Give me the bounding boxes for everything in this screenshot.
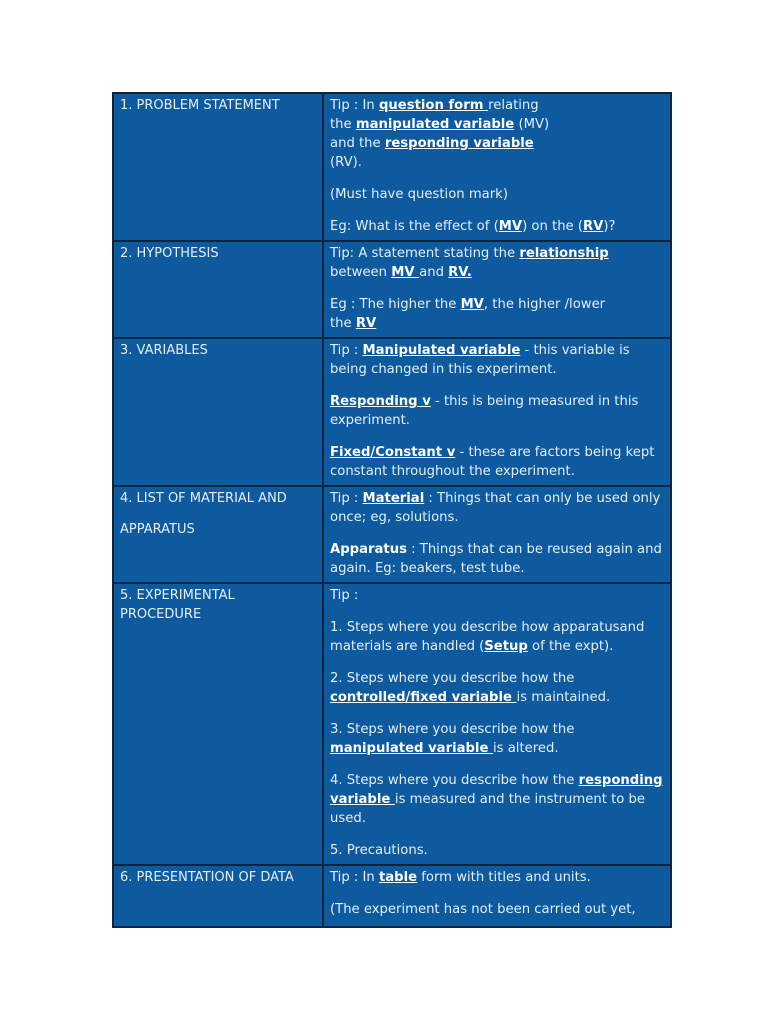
section-tip: [323, 93, 671, 241]
procedure-step: 4. Steps where you describe how the responding variable is measured and the instrument to be used.: [330, 773, 663, 826]
section-tip: [323, 338, 671, 486]
procedure-step: 2. Steps where you describe how the controlled/fixed variable is maintained.: [330, 671, 611, 705]
tip-paragraph: Apparatus : Things that can be reused again and again. Eg: beakers, test tube.: [330, 542, 662, 576]
table-row: [113, 583, 671, 865]
section-label: 1. PROBLEM STATEMENT: [113, 93, 323, 241]
procedure-step: 3. Steps where you describe how the manipulated variable is altered.: [330, 722, 575, 756]
tip-paragraph: Fixed/Constant v - these are factors being kept constant throughout the experiment.: [330, 445, 655, 479]
tip-paragraph: Tip : Manipulated variable - this variable is being changed in this experiment.: [330, 343, 630, 377]
tip-example: Eg: What is the effect of (MV) on the (RV)?: [330, 219, 616, 234]
section-tip: [323, 865, 671, 927]
procedure-step: 5. Precautions.: [330, 843, 428, 858]
table-row: [113, 241, 671, 338]
lab-report-guide-table: [112, 92, 672, 928]
tip-paragraph: (The experiment has not been carried out yet,: [330, 902, 636, 917]
section-label: 6. PRESENTATION OF DATA: [113, 865, 323, 927]
tip-paragraph: Tip :: [330, 588, 359, 603]
table-row: [113, 486, 671, 583]
section-label: 2. HYPOTHESIS: [113, 241, 323, 338]
procedure-step: 1. Steps where you describe how apparatusand materials are handled (Setup of the expt).: [330, 620, 645, 654]
table-row: [113, 93, 671, 241]
tip-paragraph: Tip : In question form relating the manipulated variable (MV) and the responding variable (RV).: [330, 98, 550, 170]
section-label: 3. VARIABLES: [113, 338, 323, 486]
section-label: 4. LIST OF MATERIAL AND APPARATUS: [113, 486, 323, 583]
table-row: [113, 865, 671, 927]
section-tip: [323, 486, 671, 583]
tip-paragraph: Tip : Material : Things that can only be used only once; eg, solutions.: [330, 491, 661, 525]
tip-paragraph: (Must have question mark): [330, 187, 508, 202]
section-label: 5. EXPERIMENTAL PROCEDURE: [113, 583, 323, 865]
section-tip: [323, 241, 671, 338]
tip-paragraph: Responding v - this is being measured in this experiment.: [330, 394, 639, 428]
tip-paragraph: Tip : In table form with titles and units.: [330, 870, 591, 885]
section-tip: [323, 583, 671, 865]
tip-example: Eg : The higher the MV, the higher /lower the RV: [330, 297, 606, 331]
table-row: [113, 338, 671, 486]
tip-paragraph: Tip: A statement stating the relationship between MV and RV.: [330, 246, 609, 280]
